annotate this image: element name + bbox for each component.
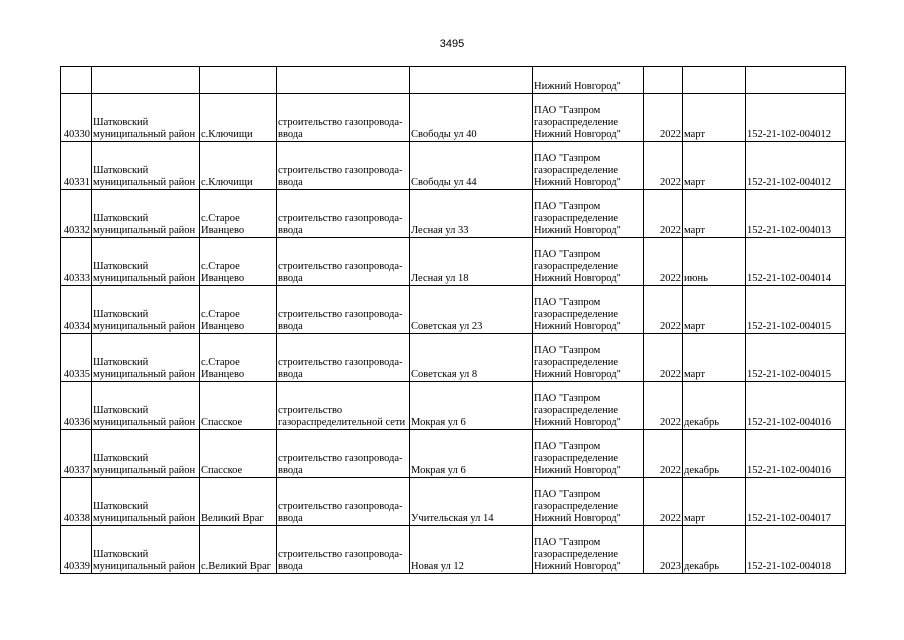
row-number bbox=[61, 142, 92, 190]
settlement-cell bbox=[200, 142, 277, 190]
row-number bbox=[61, 94, 92, 142]
organization-cell bbox=[533, 238, 644, 286]
year-cell-text: 2022 bbox=[660, 177, 681, 188]
work-line: строительство bbox=[278, 405, 343, 416]
work-line: ввода bbox=[278, 513, 303, 524]
work-line: строительство газопровода- bbox=[278, 357, 403, 368]
district-line: муниципальный район bbox=[93, 417, 196, 428]
district-cell bbox=[92, 334, 200, 382]
work-line: ввода bbox=[278, 369, 303, 380]
district-cell bbox=[92, 382, 200, 430]
code-cell bbox=[746, 94, 846, 142]
row-number-text: 40333 bbox=[63, 273, 90, 284]
table-row bbox=[61, 430, 846, 478]
work-type-cell bbox=[277, 190, 410, 238]
work-line: строительство газопровода- bbox=[278, 549, 403, 560]
row-number-text: 40337 bbox=[63, 465, 90, 476]
address-cell-text: Новая ул 12 bbox=[411, 561, 464, 572]
organization-cell bbox=[533, 430, 644, 478]
work-line: газораспределительной сети bbox=[278, 417, 406, 428]
district-line: Шатковский bbox=[93, 213, 149, 224]
work-line: строительство газопровода- bbox=[278, 117, 403, 128]
code-cell-text: 152-21-102-004018 bbox=[747, 561, 831, 572]
month-cell-text: декабрь bbox=[684, 465, 719, 476]
page-number: 3495 bbox=[439, 38, 465, 50]
work-line: ввода bbox=[278, 465, 303, 476]
code-cell bbox=[746, 238, 846, 286]
row-number bbox=[61, 526, 92, 574]
district-line: Шатковский bbox=[93, 549, 149, 560]
district-line: Шатковский bbox=[93, 261, 149, 272]
district-line: муниципальный район bbox=[93, 513, 196, 524]
month-cell bbox=[683, 142, 746, 190]
settlement-line: с.Великий Враг bbox=[201, 561, 271, 572]
year-cell-text: 2022 bbox=[660, 321, 681, 332]
org-line: Нижний Новгород" bbox=[534, 321, 621, 332]
work-line: строительство газопровода- bbox=[278, 453, 403, 464]
district-line: муниципальный район bbox=[93, 225, 196, 236]
district-line: Шатковский bbox=[93, 357, 149, 368]
district-line: Шатковский bbox=[93, 165, 149, 176]
year-cell bbox=[644, 382, 683, 430]
district-line: муниципальный район bbox=[93, 465, 196, 476]
cell-year bbox=[644, 67, 683, 94]
row-number bbox=[61, 430, 92, 478]
organization-cell bbox=[533, 286, 644, 334]
address-cell bbox=[410, 142, 533, 190]
settlement-cell bbox=[200, 334, 277, 382]
month-cell bbox=[683, 94, 746, 142]
address-cell-text: Советская ул 23 bbox=[411, 321, 483, 332]
settlement-line: Спасское bbox=[201, 417, 243, 428]
organization-cell bbox=[533, 94, 644, 142]
address-cell bbox=[410, 382, 533, 430]
district-cell bbox=[92, 190, 200, 238]
settlement-cell bbox=[200, 190, 277, 238]
work-line: ввода bbox=[278, 177, 303, 188]
work-line: ввода bbox=[278, 561, 303, 572]
org-line: газораспределение bbox=[534, 165, 619, 176]
month-cell-text: декабрь bbox=[684, 417, 719, 428]
cell-code bbox=[746, 67, 846, 94]
org-line: ПАО "Газпром bbox=[534, 297, 601, 308]
year-cell bbox=[644, 334, 683, 382]
year-cell-text: 2022 bbox=[660, 225, 681, 236]
address-cell bbox=[410, 430, 533, 478]
org-line: Нижний Новгород" bbox=[534, 81, 621, 92]
code-cell-text: 152-21-102-004016 bbox=[747, 417, 831, 428]
district-line: Шатковский bbox=[93, 117, 149, 128]
row-number-text: 40334 bbox=[63, 321, 90, 332]
month-cell-text: март bbox=[684, 369, 705, 380]
district-line: Шатковский bbox=[93, 309, 149, 320]
row-number bbox=[61, 190, 92, 238]
org-line: ПАО "Газпром bbox=[534, 201, 601, 212]
cell-num bbox=[61, 67, 92, 94]
month-cell-text: март bbox=[684, 225, 705, 236]
district-cell bbox=[92, 238, 200, 286]
org-line: Нижний Новгород" bbox=[534, 513, 621, 524]
table-row bbox=[61, 478, 846, 526]
district-line: муниципальный район bbox=[93, 561, 196, 572]
org-line: газораспределение bbox=[534, 261, 619, 272]
org-line: ПАО "Газпром bbox=[534, 441, 601, 452]
year-cell bbox=[644, 526, 683, 574]
settlement-line: с.Ключищи bbox=[201, 177, 253, 188]
org-line: ПАО "Газпром bbox=[534, 345, 601, 356]
month-cell-text: декабрь bbox=[684, 561, 719, 572]
settlement-line: Иванцево bbox=[201, 225, 245, 236]
address-cell bbox=[410, 286, 533, 334]
address-cell-text: Учительская ул 14 bbox=[411, 513, 494, 524]
month-cell bbox=[683, 238, 746, 286]
table-row bbox=[61, 526, 846, 574]
district-line: муниципальный район bbox=[93, 273, 196, 284]
settlement-line: Великий Враг bbox=[201, 513, 264, 524]
district-cell bbox=[92, 286, 200, 334]
year-cell bbox=[644, 430, 683, 478]
settlement-cell bbox=[200, 526, 277, 574]
year-cell bbox=[644, 190, 683, 238]
year-cell bbox=[644, 142, 683, 190]
row-number-text: 40330 bbox=[63, 129, 90, 140]
settlement-line: с.Ключищи bbox=[201, 129, 253, 140]
district-line: муниципальный район bbox=[93, 129, 196, 140]
code-cell bbox=[746, 142, 846, 190]
address-cell-text: Мокрая ул 6 bbox=[411, 465, 466, 476]
code-cell bbox=[746, 286, 846, 334]
row-number bbox=[61, 238, 92, 286]
district-cell bbox=[92, 94, 200, 142]
org-line: газораспределение bbox=[534, 309, 619, 320]
work-type-cell bbox=[277, 238, 410, 286]
address-cell-text: Свободы ул 40 bbox=[411, 129, 477, 140]
org-line: газораспределение bbox=[534, 549, 619, 560]
row-number-text: 40339 bbox=[63, 561, 90, 572]
settlement-cell bbox=[200, 238, 277, 286]
work-line: строительство газопровода- bbox=[278, 309, 403, 320]
month-cell-text: март bbox=[684, 129, 705, 140]
row-number-text: 40331 bbox=[63, 177, 90, 188]
org-line: газораспределение bbox=[534, 501, 619, 512]
work-type-cell bbox=[277, 526, 410, 574]
code-cell-text: 152-21-102-004016 bbox=[747, 465, 831, 476]
work-type-cell bbox=[277, 142, 410, 190]
org-line: Нижний Новгород" bbox=[534, 417, 621, 428]
year-cell-text: 2023 bbox=[660, 561, 681, 572]
district-line: Шатковский bbox=[93, 453, 149, 464]
address-cell bbox=[410, 190, 533, 238]
org-line: Нижний Новгород" bbox=[534, 465, 621, 476]
code-cell-text: 152-21-102-004017 bbox=[747, 513, 831, 524]
year-cell-text: 2022 bbox=[660, 513, 681, 524]
work-line: ввода bbox=[278, 321, 303, 332]
month-cell bbox=[683, 430, 746, 478]
settlement-line: с.Старое bbox=[201, 213, 240, 224]
code-cell bbox=[746, 526, 846, 574]
month-cell bbox=[683, 190, 746, 238]
row-number-text: 40338 bbox=[63, 513, 90, 524]
district-cell bbox=[92, 478, 200, 526]
table-row bbox=[61, 94, 846, 142]
organization-cell bbox=[533, 142, 644, 190]
org-line: газораспределение bbox=[534, 405, 619, 416]
district-line: Шатковский bbox=[93, 501, 149, 512]
org-line: ПАО "Газпром bbox=[534, 249, 601, 260]
gasification-table bbox=[60, 66, 846, 574]
org-line: ПАО "Газпром bbox=[534, 537, 601, 548]
cell-work bbox=[277, 67, 410, 94]
org-line: ПАО "Газпром bbox=[534, 105, 601, 116]
year-cell bbox=[644, 94, 683, 142]
month-cell bbox=[683, 526, 746, 574]
table-body bbox=[61, 67, 846, 574]
organization-cell bbox=[533, 334, 644, 382]
code-cell bbox=[746, 478, 846, 526]
address-cell-text: Лесная ул 18 bbox=[411, 273, 469, 284]
year-cell-text: 2022 bbox=[660, 273, 681, 284]
district-line: Шатковский bbox=[93, 405, 149, 416]
settlement-line: с.Старое bbox=[201, 309, 240, 320]
work-line: строительство газопровода- bbox=[278, 213, 403, 224]
address-cell-text: Свободы ул 44 bbox=[411, 177, 477, 188]
month-cell bbox=[683, 334, 746, 382]
address-cell bbox=[410, 238, 533, 286]
org-line: газораспределение bbox=[534, 453, 619, 464]
org-line: Нижний Новгород" bbox=[534, 177, 621, 188]
settlement-line: Иванцево bbox=[201, 369, 245, 380]
org-line: ПАО "Газпром bbox=[534, 153, 601, 164]
settlement-cell bbox=[200, 478, 277, 526]
row-number-text: 40336 bbox=[63, 417, 90, 428]
table-row-continued bbox=[61, 67, 846, 94]
code-cell bbox=[746, 430, 846, 478]
month-cell-text: март bbox=[684, 513, 705, 524]
org-line: Нижний Новгород" bbox=[534, 225, 621, 236]
row-number-text: 40335 bbox=[63, 369, 90, 380]
organization-cell bbox=[533, 190, 644, 238]
code-cell-text: 152-21-102-004015 bbox=[747, 321, 831, 332]
work-type-cell bbox=[277, 286, 410, 334]
org-line: газораспределение bbox=[534, 357, 619, 368]
org-line: ПАО "Газпром bbox=[534, 489, 601, 500]
cell-district bbox=[92, 67, 200, 94]
settlement-line: с.Старое bbox=[201, 357, 240, 368]
org-line: Нижний Новгород" bbox=[534, 369, 621, 380]
settlement-line: Иванцево bbox=[201, 321, 245, 332]
district-cell bbox=[92, 142, 200, 190]
table-row bbox=[61, 142, 846, 190]
settlement-cell bbox=[200, 94, 277, 142]
org-line: газораспределение bbox=[534, 213, 619, 224]
organization-cell bbox=[533, 526, 644, 574]
table-row bbox=[61, 286, 846, 334]
table-row bbox=[61, 238, 846, 286]
year-cell-text: 2022 bbox=[660, 465, 681, 476]
settlement-cell bbox=[200, 382, 277, 430]
row-number bbox=[61, 478, 92, 526]
address-cell bbox=[410, 526, 533, 574]
year-cell bbox=[644, 478, 683, 526]
cell-address bbox=[410, 67, 533, 94]
org-line: газораспределение bbox=[534, 117, 619, 128]
code-cell bbox=[746, 190, 846, 238]
cell-org bbox=[533, 67, 644, 94]
district-line: муниципальный район bbox=[93, 369, 196, 380]
month-cell bbox=[683, 478, 746, 526]
code-cell-text: 152-21-102-004012 bbox=[747, 129, 831, 140]
code-cell-text: 152-21-102-004015 bbox=[747, 369, 831, 380]
district-line: муниципальный район bbox=[93, 321, 196, 332]
org-line: ПАО "Газпром bbox=[534, 393, 601, 404]
organization-cell bbox=[533, 382, 644, 430]
district-cell bbox=[92, 526, 200, 574]
row-number-text: 40332 bbox=[63, 225, 90, 236]
address-cell bbox=[410, 478, 533, 526]
month-cell-text: июнь bbox=[684, 273, 708, 284]
work-type-cell bbox=[277, 334, 410, 382]
row-number bbox=[61, 334, 92, 382]
address-cell-text: Советская ул 8 bbox=[411, 369, 478, 380]
work-line: ввода bbox=[278, 225, 303, 236]
code-cell-text: 152-21-102-004012 bbox=[747, 177, 831, 188]
district-cell bbox=[92, 430, 200, 478]
table-row bbox=[61, 334, 846, 382]
work-type-cell bbox=[277, 430, 410, 478]
address-cell-text: Лесная ул 33 bbox=[411, 225, 469, 236]
org-line: Нижний Новгород" bbox=[534, 273, 621, 284]
settlement-line: Иванцево bbox=[201, 273, 245, 284]
row-number bbox=[61, 286, 92, 334]
org-line: Нижний Новгород" bbox=[534, 561, 621, 572]
address-cell-text: Мокрая ул 6 bbox=[411, 417, 466, 428]
year-cell-text: 2022 bbox=[660, 369, 681, 380]
settlement-line: Спасское bbox=[201, 465, 243, 476]
work-type-cell bbox=[277, 382, 410, 430]
settlement-cell bbox=[200, 286, 277, 334]
year-cell bbox=[644, 286, 683, 334]
code-cell bbox=[746, 382, 846, 430]
year-cell bbox=[644, 238, 683, 286]
address-cell bbox=[410, 334, 533, 382]
settlement-line: с.Старое bbox=[201, 261, 240, 272]
row-number bbox=[61, 382, 92, 430]
work-type-cell bbox=[277, 94, 410, 142]
month-cell bbox=[683, 382, 746, 430]
code-cell bbox=[746, 334, 846, 382]
work-line: ввода bbox=[278, 129, 303, 140]
code-cell-text: 152-21-102-004013 bbox=[747, 225, 831, 236]
work-line: строительство газопровода- bbox=[278, 501, 403, 512]
settlement-cell bbox=[200, 430, 277, 478]
district-line: муниципальный район bbox=[93, 177, 196, 188]
cell-month bbox=[683, 67, 746, 94]
year-cell-text: 2022 bbox=[660, 417, 681, 428]
cell-settlement bbox=[200, 67, 277, 94]
code-cell-text: 152-21-102-004014 bbox=[747, 273, 831, 284]
month-cell-text: март bbox=[684, 177, 705, 188]
table-row bbox=[61, 190, 846, 238]
work-line: строительство газопровода- bbox=[278, 261, 403, 272]
work-line: строительство газопровода- bbox=[278, 165, 403, 176]
year-cell-text: 2022 bbox=[660, 129, 681, 140]
organization-cell bbox=[533, 478, 644, 526]
org-line: Нижний Новгород" bbox=[534, 129, 621, 140]
work-line: ввода bbox=[278, 273, 303, 284]
address-cell bbox=[410, 94, 533, 142]
table-row bbox=[61, 382, 846, 430]
work-type-cell bbox=[277, 478, 410, 526]
month-cell-text: март bbox=[684, 321, 705, 332]
month-cell bbox=[683, 286, 746, 334]
